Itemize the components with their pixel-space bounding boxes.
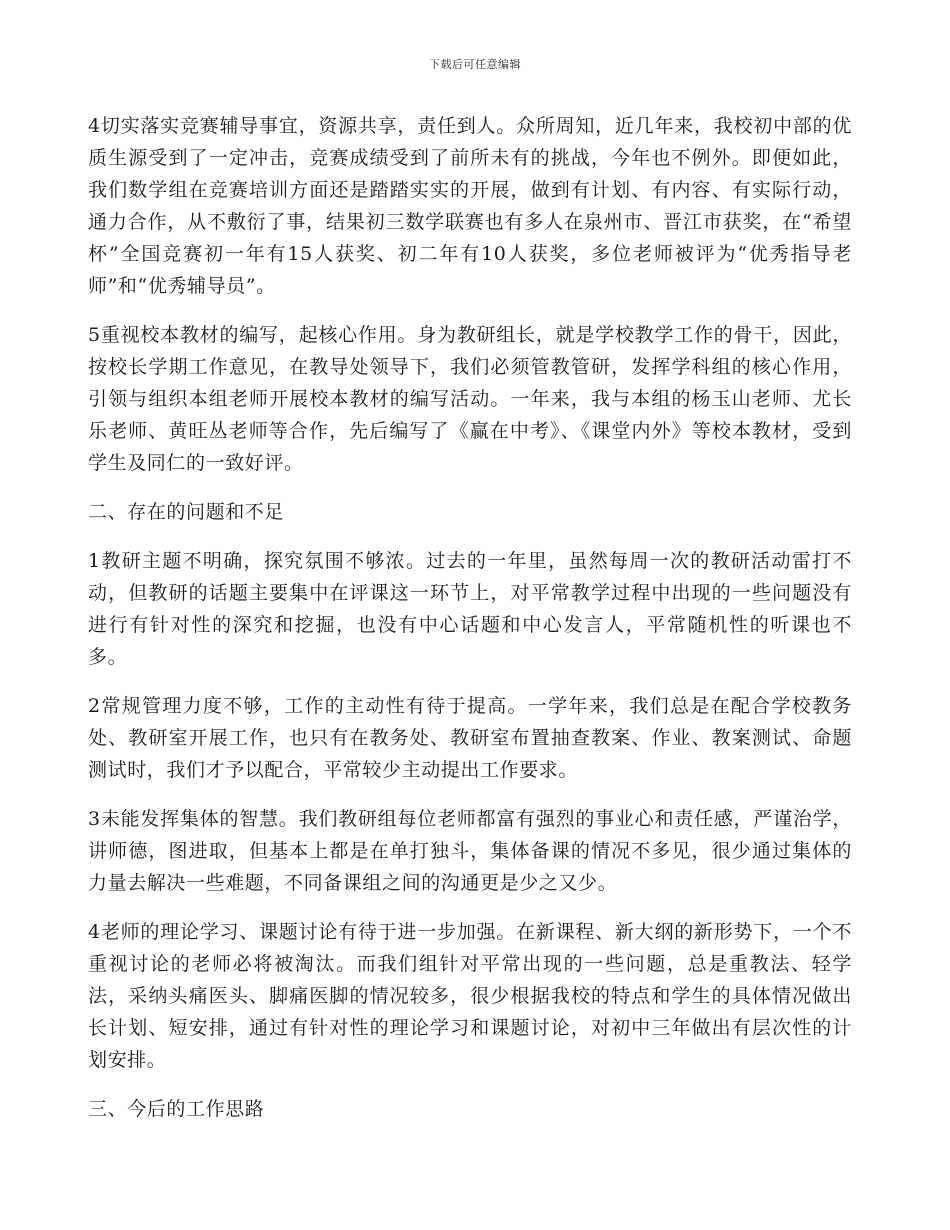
document-body xyxy=(88,110,852,1142)
paragraph-collective-wisdom: 3未能发挥集体的智慧。我们教研组每位老师都富有强烈的事业心和责任感，严谨治学，讲师德，图进取，但基本上都是在单打独斗，集体备课的情况不多见，很少通过集体的力量去解决一些难题，不同备课组之间的沟通更是少之又少。 xyxy=(88,808,852,894)
paragraph-school-textbooks: 5重视校本教材的编写，起核心作用。身为教研组长，就是学校教学工作的骨干，因此，按校长学期工作意见，在教导处领导下，我们必须管教管研，发挥学科组的核心作用，引领与组织本组老师开展校本教材的编写活动。一年来，我与本组的杨玉山老师、尤长乐老师、黄旺丛老师等合作，先后编写了《赢在中考》、《课堂内外》等校本教材，受到学生及同仁的一致好评。 xyxy=(88,324,852,474)
section-heading-future-work: 三、今后的工作思路 xyxy=(88,1098,265,1120)
paragraph-research-theme: 1教研主题不明确，探究氛围不够浓。过去的一年里，虽然每周一次的教研活动雷打不动，但教研的话题主要集中在评课这一环节上，对平常教学过程中出现的一些问题没有进行有针对性的深究和挖掘，也没有中心话题和中心发言人，平常随机性的听课也不多。 xyxy=(88,550,852,668)
paragraph-competition-coaching: 4切实落实竞赛辅导事宜，资源共享，责任到人。众所周知，近几年来，我校初中部的优质生源受到了一定冲击，竞赛成绩受到了前所未有的挑战，今年也不例外。即便如此，我们数学组在竞赛培训方面还是踏踏实实的开展，做到有计划、有内容、有实际行动，通力合作，从不敷衍了事，结果初三数学联赛也有多人在泉州市、晋江市获奖，在“希望杯”全国竞赛初一年有15人获奖、初二年有10人获奖，多位老师被评为“优秀指导老师”和“优秀辅导员”。 xyxy=(88,115,852,297)
section-heading-problems: 二、存在的问题和不足 xyxy=(88,501,285,523)
page-header: 下载后可任意编辑 xyxy=(429,58,521,71)
paragraph-routine-management: 2常规管理力度不够，工作的主动性有待于提高。一学年来，我们总是在配合学校教务处、教研室开展工作，也只有在教务处、教研室布置抽查教案、作业、教案测试、命题测试时，我们才予以配合，平常较少主动提出工作要求。 xyxy=(88,695,852,781)
paragraph-theory-study: 4老师的理论学习、课题讨论有待于进一步加强。在新课程、新大纲的新形势下，一个不重视讨论的老师必将被淘汰。而我们组针对平常出现的一些问题，总是重教法、轻学法，采纳头痛医头、脚痛医脚的情况较多，很少根据我校的特点和学生的具体情况做出长计划、短安排，通过有针对性的理论学习和课题讨论，对初中三年做出有层次性的计划安排。 xyxy=(88,921,852,1071)
